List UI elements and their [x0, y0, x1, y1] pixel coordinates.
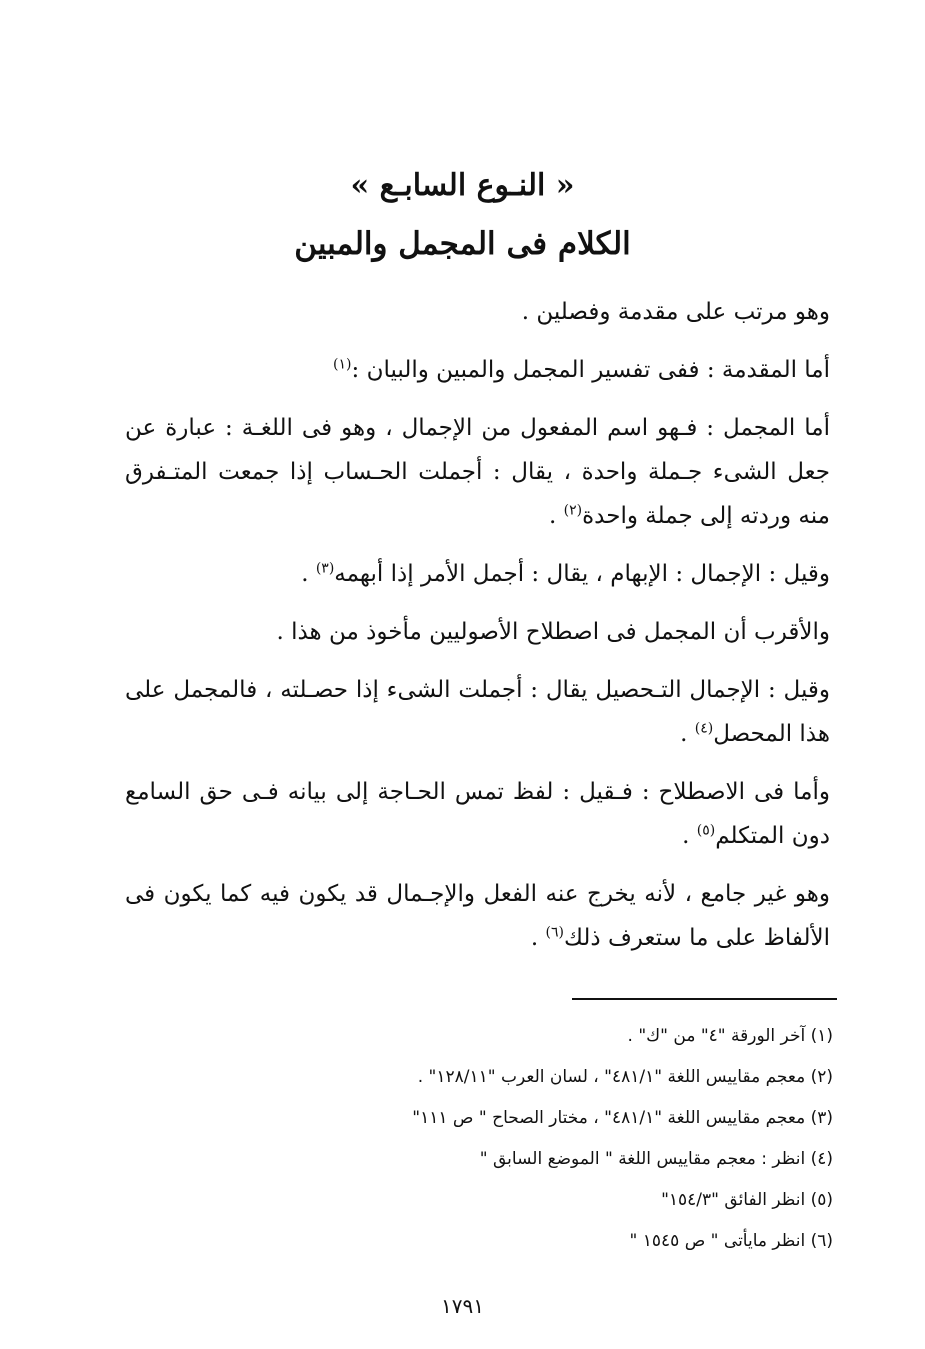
footnote-divider — [572, 998, 837, 1000]
paragraph-end: . — [549, 503, 564, 529]
footnote: (٦) انظر مايأتى " ص ١٥٤٥ " — [629, 1231, 833, 1251]
paragraph — [125, 668, 830, 756]
paragraph — [125, 290, 830, 334]
footnote-ref: (٥) — [696, 822, 716, 839]
footnote-ref: (٢) — [563, 502, 583, 519]
paragraph-text: وقيل : الإجمال : الإبهام ، يقال : أجمل الأمر إذا أبهمه — [334, 561, 830, 587]
chapter-subtitle: الكلام فى المجمل والمبين — [294, 226, 631, 262]
paragraph-text: والأقرب أن المجمل فى اصطلاح الأصوليين مأخوذ من هذا . — [276, 619, 830, 645]
paragraph-end: . — [530, 925, 546, 951]
footnote: (١) آخر الورقة "٤" من "ك" . — [627, 1026, 833, 1046]
paragraph-end: . — [301, 561, 316, 587]
footnote: (٤) انظر : معجم مقاييس اللغة " الموضع السابق " — [479, 1149, 833, 1169]
body-text — [125, 290, 830, 974]
footnote: (٥) انظر الفائق "١٥٤/٣" — [661, 1190, 833, 1210]
paragraph-text: وهو غير جامع ، لأنه يخرج عنه الفعل والإجـمال قد يكون فيه كما يكون فى الألفاظ على ما ستعرف ذلك — [125, 881, 830, 951]
footnote-ref: (٣) — [315, 560, 335, 577]
footnote-ref: (٦) — [545, 924, 565, 941]
page-number: ١٧٩١ — [441, 1294, 484, 1318]
paragraph — [125, 610, 830, 654]
paragraph-text: أما المجمل : فـهو اسم المفعول من الإجمال ، وهو فى اللغـة : عبارة عن جعل الشىء جـملة واحدة ، يقال : أجملت الحـساب إذا جمعت المتـفرق منه وردته إلى جملة واحدة — [125, 415, 830, 529]
paragraph-end: . — [680, 721, 695, 747]
footnotes — [123, 1016, 833, 1262]
paragraph-text: أما المقدمة : ففى تفسير المجمل والمبين والبيان : — [351, 357, 830, 383]
footnote: (٣) معجم مقاييس اللغة "٤٨١/١" ، مختار الصحاح " ص ١١١" — [412, 1108, 833, 1128]
paragraph — [125, 872, 830, 960]
paragraph-text: وأما فى الاصطلاح : فـقيل : لفظ تمس الحـاجة إلى بيانه فـى حق السامع دون المتكلم — [125, 779, 830, 849]
footnote-ref: (١) — [333, 356, 352, 373]
paragraph-text: وهو مرتب على مقدمة وفصلين . — [521, 299, 830, 325]
chapter-title: « النـوع السابـع » — [350, 168, 575, 203]
paragraph — [125, 348, 830, 392]
paragraph-end: . — [682, 823, 697, 849]
footnote-ref: (٤) — [694, 720, 714, 737]
paragraph — [125, 770, 830, 858]
paragraph — [125, 406, 830, 538]
paragraph-text: وقيل : الإجمال التـحصيل يقال : أجملت الشىء إذا حصـلته ، فالمجمل على هذا المحصل — [125, 677, 830, 747]
paragraph — [125, 552, 830, 596]
footnote: (٢) معجم مقاييس اللغة "٤٨١/١" ، لسان العرب "١٢٨/١١" . — [417, 1067, 833, 1087]
